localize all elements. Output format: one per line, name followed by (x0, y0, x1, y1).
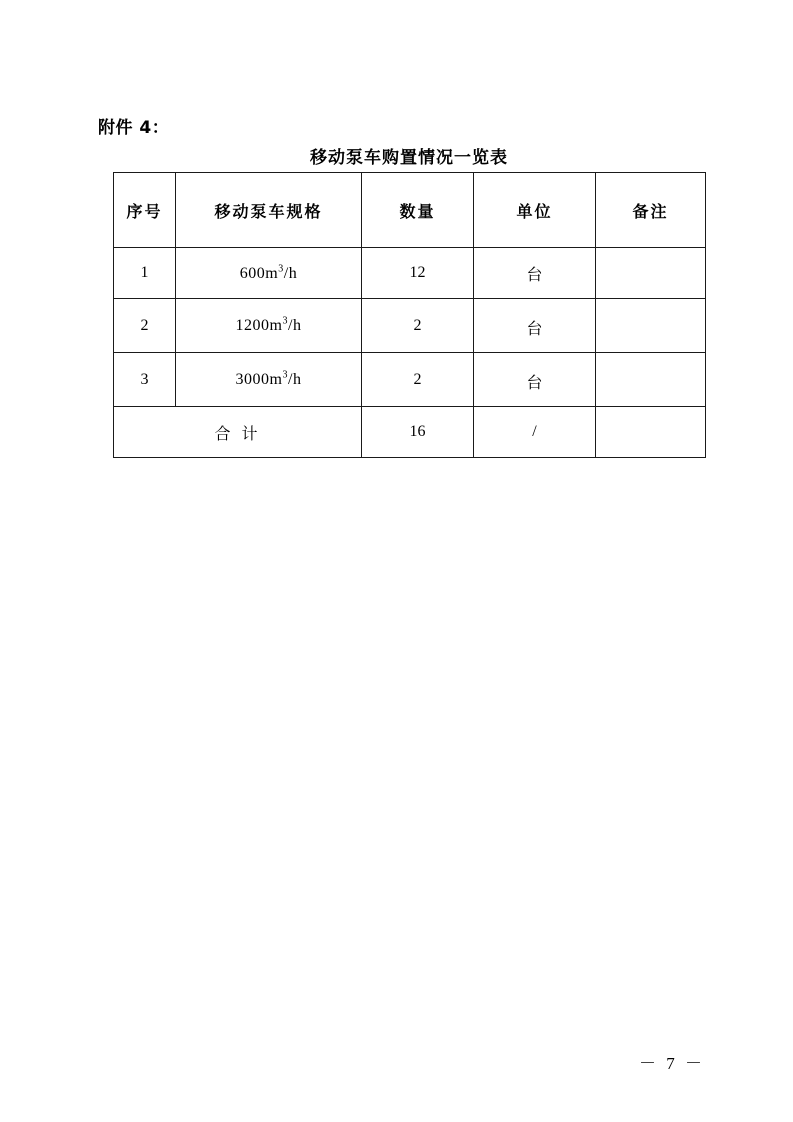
table-row (114, 299, 706, 353)
table-header-remark: 备注 (596, 173, 706, 248)
row-spec-value: 3000 (235, 371, 270, 389)
row-spec-unit: m (265, 264, 279, 282)
pump-purchase-table (113, 172, 706, 458)
total-label: 合 计 (114, 407, 362, 458)
row-unit: 台 (474, 353, 596, 407)
page-number: － 7 － (639, 1054, 705, 1073)
table-total-row (114, 407, 706, 458)
row-remark (596, 353, 706, 407)
row-unit: 台 (474, 248, 596, 299)
table-row (114, 353, 706, 407)
attachment-label: 附件 4： (98, 118, 170, 138)
row-remark (596, 299, 706, 353)
total-remark (596, 407, 706, 458)
row-spec (176, 353, 362, 407)
row-spec-sup: 3 (282, 369, 288, 381)
table-header-qty: 数量 (362, 173, 474, 248)
row-spec-value: 1200 (235, 317, 270, 335)
row-no: 3 (114, 353, 176, 407)
row-spec (176, 248, 362, 299)
row-no: 1 (114, 248, 176, 299)
table-header-spec: 移动泵车规格 (176, 173, 362, 248)
row-unit: 台 (474, 299, 596, 353)
row-spec-sup: 3 (278, 263, 284, 275)
row-spec-suffix: /h (288, 371, 302, 389)
row-qty: 2 (362, 353, 474, 407)
table-header-unit: 单位 (474, 173, 596, 248)
table-row (114, 248, 706, 299)
row-qty: 12 (362, 248, 474, 299)
table-header-row (114, 173, 706, 248)
row-spec (176, 299, 362, 353)
row-spec-value: 600 (239, 264, 266, 282)
row-no: 2 (114, 299, 176, 353)
table-header-no: 序号 (114, 173, 176, 248)
row-qty: 2 (362, 299, 474, 353)
total-unit: / (474, 407, 596, 458)
row-spec-unit: m (269, 317, 283, 335)
row-spec-suffix: /h (288, 317, 302, 335)
page-title: 移动泵车购置情况一览表 (310, 148, 508, 168)
row-remark (596, 248, 706, 299)
total-qty: 16 (362, 407, 474, 458)
row-spec-suffix: /h (283, 264, 298, 282)
row-spec-sup: 3 (282, 315, 288, 327)
row-spec-unit: m (269, 371, 283, 389)
